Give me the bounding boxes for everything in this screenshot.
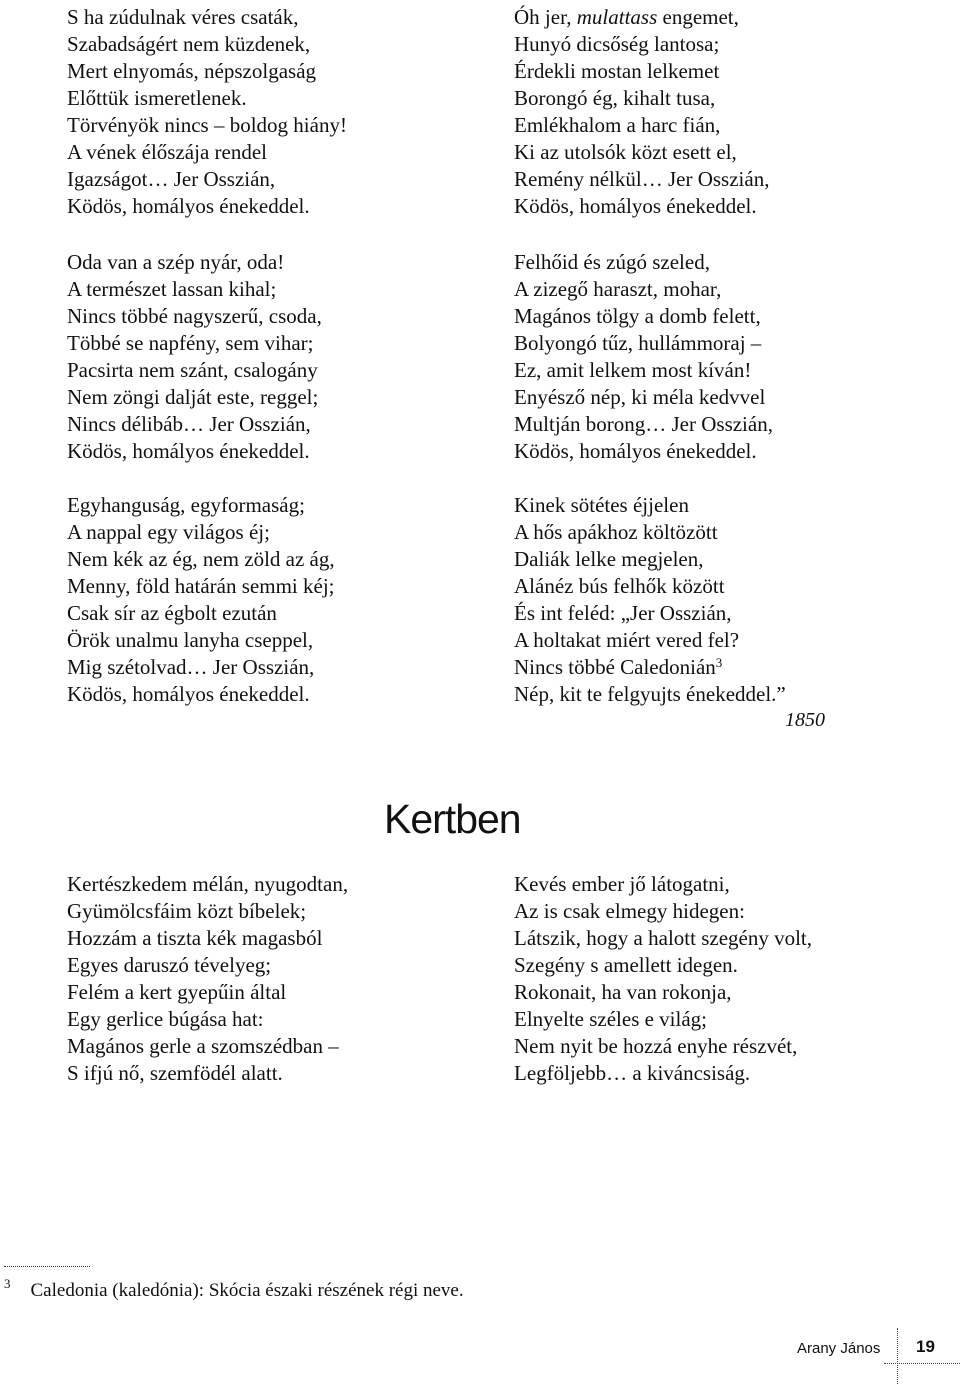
poem-line: Nem nyit be hozzá enyhe részvét, bbox=[514, 1034, 798, 1058]
poem-line: Felhőid és zúgó szeled, bbox=[514, 250, 710, 274]
poem-title: Kertben bbox=[384, 796, 521, 842]
poem-line: Egy gerlice búgása hat: bbox=[67, 1007, 264, 1031]
poem-line: Ködös, homályos énekeddel. bbox=[67, 439, 310, 463]
poem-line: Egyhanguság, egyformaság; bbox=[67, 493, 305, 517]
poem-line: Magános gerle a szomszédban – bbox=[67, 1034, 339, 1058]
poem-line: Mig szétolvad… Jer Osszián, bbox=[67, 655, 315, 679]
poem-line: Elnyelte széles e világ; bbox=[514, 1007, 708, 1031]
poem-line: Alánéz bús felhők között bbox=[514, 574, 725, 598]
poem-line: Óh jer, mulattass engemet, bbox=[514, 5, 739, 29]
poem-line: Nincs délibáb… Jer Osszián, bbox=[67, 412, 311, 436]
footnote-marker: 3 bbox=[715, 655, 723, 670]
poem-line: Törvényök nincs – boldog hiány! bbox=[67, 113, 347, 137]
poem-line: Bolyongó tűz, hullámmoraj – bbox=[514, 331, 762, 355]
poem-line: A hős apákhoz költözött bbox=[514, 520, 718, 544]
poem-line: S ha zúdulnak véres csaták, bbox=[67, 5, 299, 29]
poem-date: 1850 bbox=[785, 709, 825, 731]
poem-line: Igazságot… Jer Osszián, bbox=[67, 167, 276, 191]
poem-line: Nincs többé Caledonián$^3$ bbox=[514, 655, 723, 679]
poem-line: Hunyó dicsőség lantosa; bbox=[514, 32, 720, 56]
italic-word: mulattass bbox=[576, 5, 658, 29]
poem-line: Menny, föld határán semmi kéj; bbox=[67, 574, 335, 598]
poem-line: Szabadságért nem küzdenek, bbox=[67, 32, 311, 56]
poem-line: Magános tölgy a domb felett, bbox=[514, 304, 761, 328]
poem-line: A vének élőszája rendel bbox=[67, 140, 267, 164]
footnote bbox=[4, 1276, 464, 1302]
poem-line: A zizegő haraszt, mohar, bbox=[514, 277, 722, 301]
poem-line: Oda van a szép nyár, oda! bbox=[67, 250, 285, 274]
poem-line: Felém a kert gyepűin által bbox=[67, 980, 287, 1004]
poem-line: Örök unalmu lanyha cseppel, bbox=[67, 628, 314, 652]
poem-line: Mert elnyomás, népszolgaság bbox=[67, 59, 317, 83]
poem-line: Nép, kit te felgyujts énekeddel.” bbox=[514, 682, 786, 706]
poem-line: Nem kék az ég, nem zöld az ág, bbox=[67, 547, 335, 571]
poem-line: A nappal egy világos éj; bbox=[67, 520, 270, 544]
page-number: 19 bbox=[916, 1337, 935, 1356]
poem-line: Ködös, homályos énekeddel. bbox=[67, 682, 310, 706]
stanza-top-left-2 bbox=[67, 249, 322, 465]
poem-line: Ködös, homályos énekeddel. bbox=[514, 439, 757, 463]
poem-line: Nincs többé nagyszerű, csoda, bbox=[67, 304, 322, 328]
poem-line: Ködös, homályos énekeddel. bbox=[514, 194, 757, 218]
poem-line: És int feléd: „Jer Osszián, bbox=[514, 601, 732, 625]
poem-line: Borongó ég, kihalt tusa, bbox=[514, 86, 716, 110]
stanza-bottom-right bbox=[514, 871, 812, 1087]
poem-line: Legföljebb… a kiváncsiság. bbox=[514, 1061, 751, 1085]
stanza-top-right-3 bbox=[514, 492, 786, 708]
footnote-divider bbox=[4, 1266, 90, 1267]
poem-line: Nem zöngi dalját este, reggel; bbox=[67, 385, 319, 409]
poem-line: Hozzám a tiszta kék magasból bbox=[67, 926, 323, 950]
stanza-top-left-3 bbox=[67, 492, 335, 708]
poem-line: Rokonait, ha van rokonja, bbox=[514, 980, 732, 1004]
poem-line: Az is csak elmegy hidegen: bbox=[514, 899, 745, 923]
stanza-top-right-2 bbox=[514, 249, 773, 465]
stanza-bottom-left bbox=[67, 871, 348, 1087]
poem-line: Egyes daruszó tévelyeg; bbox=[67, 953, 272, 977]
poem-line: Gyümölcsfáim közt bíbelek; bbox=[67, 899, 307, 923]
poem-line: A holtakat miért vered fel? bbox=[514, 628, 740, 652]
poem-line: Többé se napfény, sem vihar; bbox=[67, 331, 314, 355]
stanza-top-right-1 bbox=[514, 4, 769, 220]
poem-line: Daliák lelke megjelen, bbox=[514, 547, 704, 571]
stanza-top-left-1 bbox=[67, 4, 347, 220]
poem-line: Kertészkedem mélán, nyugodtan, bbox=[67, 872, 349, 896]
poem-line: Emlékhalom a harc fián, bbox=[514, 113, 721, 137]
footnote-number: 3 bbox=[4, 1276, 11, 1291]
poem-line: Előttük ismeretlenek. bbox=[67, 86, 247, 110]
poem-line: Remény nélkül… Jer Osszián, bbox=[514, 167, 770, 191]
poem-line: Pacsirta nem szánt, csalogány bbox=[67, 358, 318, 382]
poem-line: Enyésző nép, ki méla kedvvel bbox=[514, 385, 766, 409]
poem-line: Szegény s amellett idegen. bbox=[514, 953, 738, 977]
footer-divider-horizontal bbox=[884, 1363, 960, 1364]
footer-divider-vertical bbox=[897, 1328, 899, 1384]
poem-line: Multján borong… Jer Osszián, bbox=[514, 412, 773, 436]
poem-line: S ifjú nő, szemfödél alatt. bbox=[67, 1061, 283, 1085]
poem-line: Csak sír az égbolt ezután bbox=[67, 601, 277, 625]
poem-line: Ködös, homályos énekeddel. bbox=[67, 194, 310, 218]
footnote-text: Caledonia (kaledónia): Skócia északi részének régi neve. bbox=[30, 1280, 464, 1301]
poem-line: Kinek sötétes éjjelen bbox=[514, 493, 689, 517]
poem-line: Érdekli mostan lelkemet bbox=[514, 59, 720, 83]
running-footer-author: Arany János bbox=[797, 1340, 881, 1357]
poem-line: Ez, amit lelkem most kíván! bbox=[514, 358, 752, 382]
poem-line: Ki az utolsók közt esett el, bbox=[514, 140, 737, 164]
poem-line: Látszik, hogy a halott szegény volt, bbox=[514, 926, 813, 950]
poem-line: A természet lassan kihal; bbox=[67, 277, 277, 301]
poem-line: Kevés ember jő látogatni, bbox=[514, 872, 730, 896]
